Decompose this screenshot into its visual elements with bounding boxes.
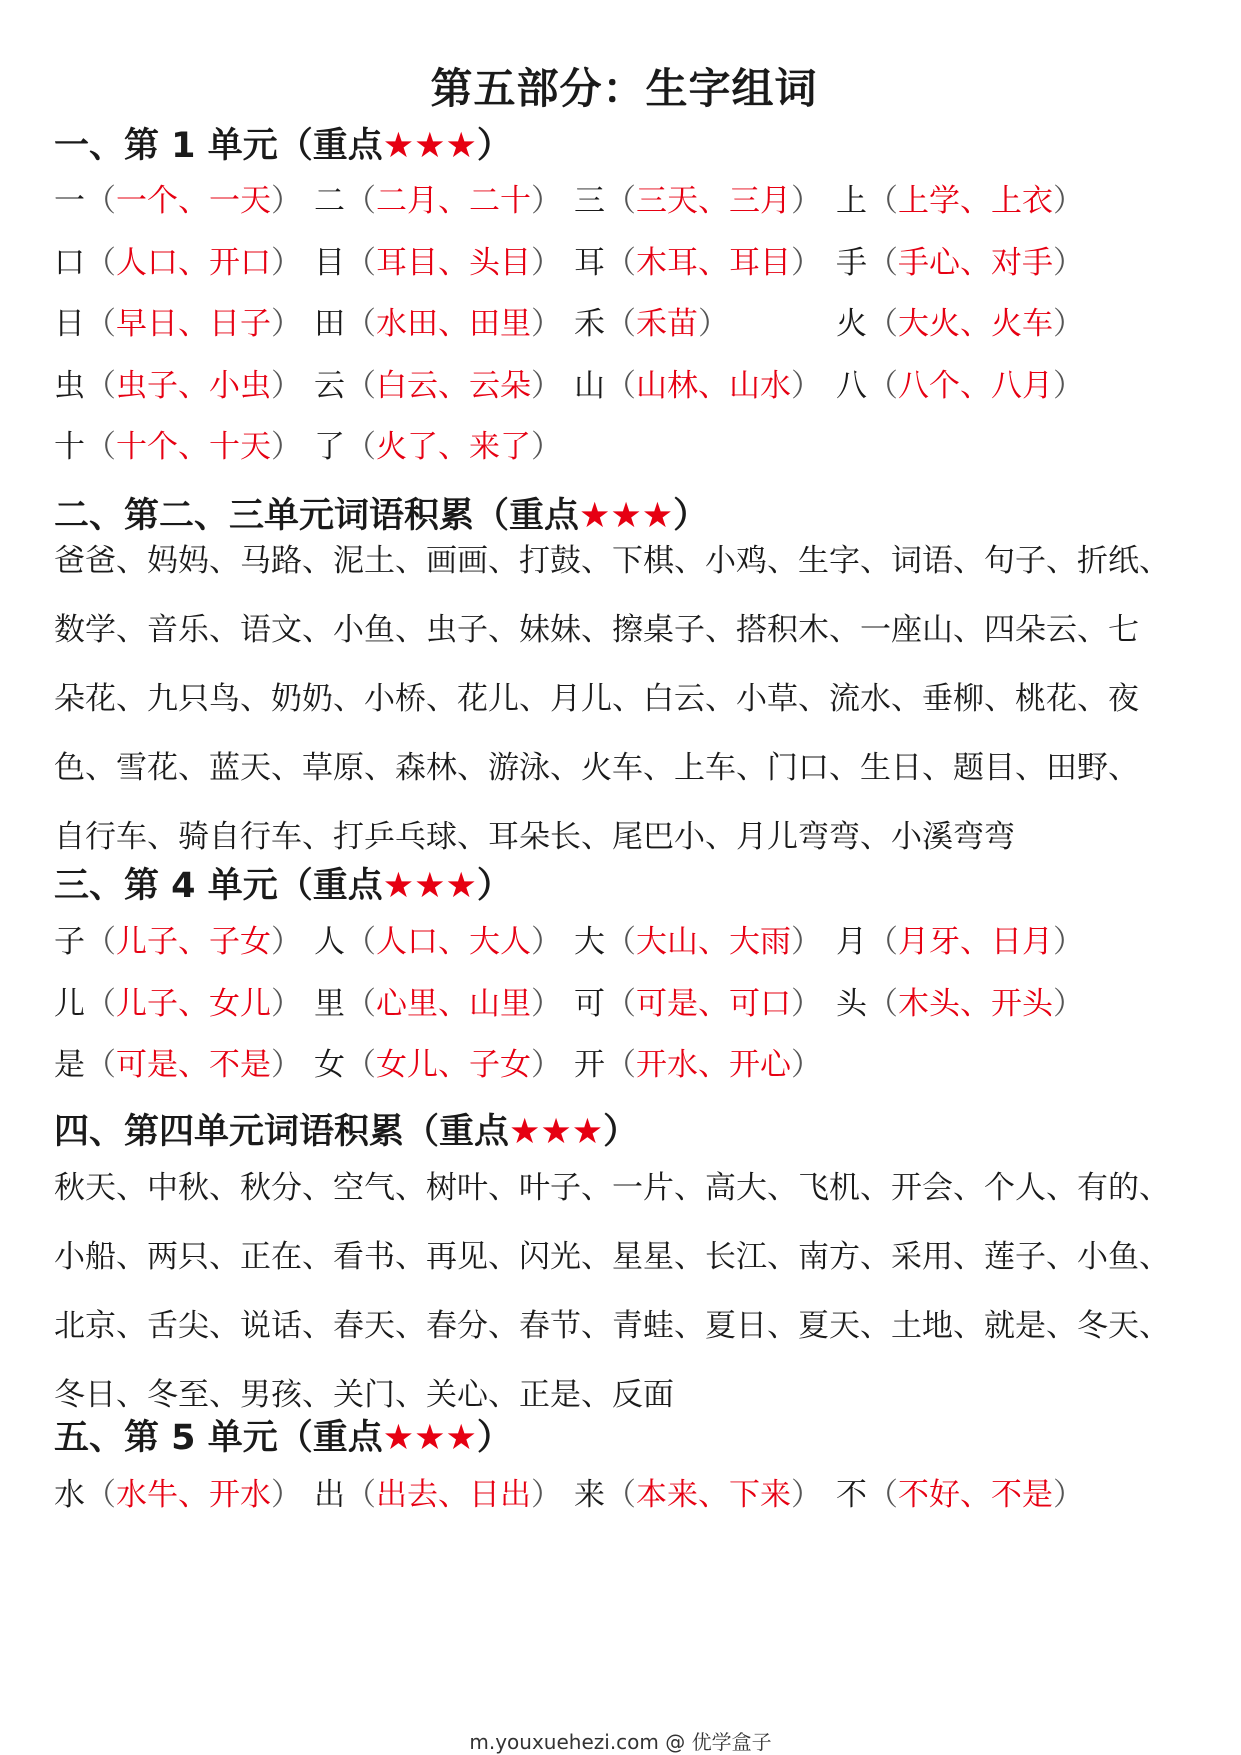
character: 二 xyxy=(314,183,345,219)
character: 手 xyxy=(836,244,867,281)
word-examples: 大火、火车 xyxy=(898,306,1053,343)
section-heading-close: ） xyxy=(476,126,512,166)
character: 上 xyxy=(836,183,867,219)
character: 儿 xyxy=(54,985,85,1022)
open-paren: （ xyxy=(345,1047,376,1084)
close-paren: ） xyxy=(531,367,562,404)
word-examples: 大山、大雨 xyxy=(636,924,791,960)
close-paren: ） xyxy=(271,1047,302,1084)
character: 禾 xyxy=(574,306,605,343)
char-word-item xyxy=(574,1470,822,1520)
word-line: 自行车、骑自行车、打乒乓球、耳朵长、尾巴小、月儿弯弯、小溪弯弯 xyxy=(54,819,1015,855)
character: 可 xyxy=(574,985,605,1022)
open-paren: （ xyxy=(345,306,376,343)
word-examples: 心里、山里 xyxy=(376,985,531,1022)
close-paren: ） xyxy=(271,985,302,1022)
char-word-item xyxy=(54,422,302,472)
open-paren: （ xyxy=(867,183,898,219)
char-word-item xyxy=(54,1040,302,1090)
close-paren: ） xyxy=(531,1477,562,1513)
open-paren: （ xyxy=(867,244,898,281)
section-heading xyxy=(54,1410,512,1460)
word-examples: 山林、山水 xyxy=(636,367,791,404)
word-examples: 开水、开心 xyxy=(636,1047,791,1084)
character: 口 xyxy=(54,244,85,281)
char-word-item xyxy=(54,1470,302,1520)
section-heading-close: ） xyxy=(603,1112,639,1152)
open-paren: （ xyxy=(867,367,898,404)
close-paren: ） xyxy=(1053,924,1084,960)
character: 开 xyxy=(574,1047,605,1084)
word-examples: 禾苗 xyxy=(636,306,698,343)
open-paren: （ xyxy=(345,429,376,466)
char-word-item xyxy=(574,176,822,226)
word-line: 冬日、冬至、男孩、关门、关心、正是、反面 xyxy=(54,1377,674,1413)
word-examples: 儿子、女儿 xyxy=(116,985,271,1022)
character: 里 xyxy=(314,985,345,1022)
word-examples: 月牙、日月 xyxy=(898,924,1053,960)
character: 头 xyxy=(836,985,867,1022)
character: 水 xyxy=(54,1477,85,1513)
character: 不 xyxy=(836,1477,867,1513)
character: 月 xyxy=(836,924,867,960)
character: 云 xyxy=(314,367,345,404)
open-paren: （ xyxy=(345,367,376,404)
character: 目 xyxy=(314,244,345,281)
char-word-item xyxy=(314,979,562,1029)
char-word-item xyxy=(574,1040,822,1090)
close-paren: ） xyxy=(271,183,302,219)
section-heading-close: ） xyxy=(476,866,512,906)
word-examples: 上学、上衣 xyxy=(898,183,1053,219)
char-word-item xyxy=(314,917,562,967)
section-heading-text: 一、第 1 单元（重点 xyxy=(54,126,383,166)
character: 火 xyxy=(836,306,867,343)
section-heading xyxy=(54,858,512,908)
word-line: 朵花、九只鸟、奶奶、小桥、花儿、月儿、白云、小草、流水、垂柳、桃花、夜 xyxy=(54,681,1139,717)
section-heading-close: ） xyxy=(476,1418,512,1458)
close-paren: ） xyxy=(271,306,302,343)
word-examples: 木头、开头 xyxy=(898,985,1053,1022)
word-line: 数学、音乐、语文、小鱼、虫子、妹妹、擦桌子、搭积木、一座山、四朵云、七 xyxy=(54,612,1139,648)
character: 女 xyxy=(314,1047,345,1084)
star-rating: ★★★ xyxy=(382,126,477,166)
close-paren: ） xyxy=(1053,1477,1084,1513)
char-word-item xyxy=(54,238,302,288)
character: 十 xyxy=(54,429,85,466)
char-word-item xyxy=(314,238,562,288)
page-title: 第五部分：生字组词 xyxy=(430,64,818,113)
char-word-item xyxy=(836,917,1084,967)
star-rating: ★★★ xyxy=(382,866,477,906)
open-paren: （ xyxy=(867,306,898,343)
char-word-item xyxy=(54,176,302,226)
open-paren: （ xyxy=(85,183,116,219)
word-examples: 本来、下来 xyxy=(636,1477,791,1513)
open-paren: （ xyxy=(605,244,636,281)
open-paren: （ xyxy=(605,924,636,960)
word-line: 色、雪花、蓝天、草原、森林、游泳、火车、上车、门口、生日、题目、田野、 xyxy=(54,750,1139,786)
close-paren: ） xyxy=(531,306,562,343)
character: 八 xyxy=(836,367,867,404)
close-paren: ） xyxy=(791,244,822,281)
char-word-item xyxy=(314,299,562,349)
character: 子 xyxy=(54,924,85,960)
open-paren: （ xyxy=(605,367,636,404)
close-paren: ） xyxy=(531,183,562,219)
open-paren: （ xyxy=(867,924,898,960)
word-examples: 水牛、开水 xyxy=(116,1477,271,1513)
char-word-item xyxy=(54,299,302,349)
word-examples: 早日、日子 xyxy=(116,306,271,343)
word-examples: 水田、田里 xyxy=(376,306,531,343)
open-paren: （ xyxy=(85,1047,116,1084)
char-word-item xyxy=(836,176,1084,226)
word-line: 北京、舌尖、说话、春天、春分、春节、青蛙、夏日、夏天、土地、就是、冬天、 xyxy=(54,1308,1170,1344)
char-word-item xyxy=(314,176,562,226)
close-paren: ） xyxy=(1053,306,1084,343)
char-word-item xyxy=(54,979,302,1029)
section-heading-close: ） xyxy=(673,496,709,536)
char-word-item xyxy=(836,1470,1084,1520)
char-word-item xyxy=(574,917,822,967)
char-word-item xyxy=(574,299,729,349)
char-word-item xyxy=(314,361,562,411)
word-examples: 三天、三月 xyxy=(636,183,791,219)
open-paren: （ xyxy=(85,429,116,466)
char-word-item xyxy=(314,422,562,472)
char-word-item xyxy=(54,917,302,967)
open-paren: （ xyxy=(605,1047,636,1084)
close-paren: ） xyxy=(271,1477,302,1513)
section-heading-text: 二、第二、三单元词语积累（重点 xyxy=(54,496,580,536)
close-paren: ） xyxy=(698,306,729,343)
section-heading-text: 四、第四单元词语积累（重点 xyxy=(54,1112,510,1152)
word-line: 小船、两只、正在、看书、再见、闪光、星星、长江、南方、采用、莲子、小鱼、 xyxy=(54,1239,1170,1275)
character: 一 xyxy=(54,183,85,219)
close-paren: ） xyxy=(1053,244,1084,281)
close-paren: ） xyxy=(531,429,562,466)
star-rating: ★★★ xyxy=(382,1418,477,1458)
section-heading-text: 三、第 4 单元（重点 xyxy=(54,866,383,906)
word-examples: 火了、来了 xyxy=(376,429,531,466)
open-paren: （ xyxy=(85,924,116,960)
word-examples: 十个、十天 xyxy=(116,429,271,466)
char-word-item xyxy=(574,979,822,1029)
open-paren: （ xyxy=(345,183,376,219)
close-paren: ） xyxy=(791,1047,822,1084)
close-paren: ） xyxy=(791,1477,822,1513)
word-examples: 一个、一天 xyxy=(116,183,271,219)
character: 出 xyxy=(314,1477,345,1513)
open-paren: （ xyxy=(867,985,898,1022)
character: 虫 xyxy=(54,367,85,404)
word-examples: 虫子、小虫 xyxy=(116,367,271,404)
close-paren: ） xyxy=(531,244,562,281)
char-word-item xyxy=(314,1470,562,1520)
char-word-item xyxy=(836,238,1084,288)
word-examples: 木耳、耳目 xyxy=(636,244,791,281)
open-paren: （ xyxy=(605,985,636,1022)
open-paren: （ xyxy=(85,985,116,1022)
word-examples: 不好、不是 xyxy=(898,1477,1053,1513)
section-heading-text: 五、第 5 单元（重点 xyxy=(54,1418,383,1458)
char-word-item xyxy=(836,299,1084,349)
open-paren: （ xyxy=(345,924,376,960)
character: 了 xyxy=(314,429,345,466)
open-paren: （ xyxy=(345,985,376,1022)
word-list xyxy=(54,1154,1204,1430)
open-paren: （ xyxy=(85,367,116,404)
close-paren: ） xyxy=(791,985,822,1022)
close-paren: ） xyxy=(271,244,302,281)
open-paren: （ xyxy=(85,244,116,281)
character: 耳 xyxy=(574,244,605,281)
word-examples: 白云、云朵 xyxy=(376,367,531,404)
word-examples: 儿子、子女 xyxy=(116,924,271,960)
open-paren: （ xyxy=(85,306,116,343)
section-heading xyxy=(54,118,512,168)
footer-watermark: m.youxuehezi.com @ 优学盒子 xyxy=(469,1730,772,1754)
close-paren: ） xyxy=(791,367,822,404)
close-paren: ） xyxy=(531,985,562,1022)
close-paren: ） xyxy=(791,183,822,219)
close-paren: ） xyxy=(1053,367,1084,404)
word-examples: 耳目、头目 xyxy=(376,244,531,281)
character: 是 xyxy=(54,1047,85,1084)
word-examples: 手心、对手 xyxy=(898,244,1053,281)
word-list xyxy=(54,527,1204,872)
character: 大 xyxy=(574,924,605,960)
star-rating: ★★★ xyxy=(579,496,674,536)
word-examples: 二月、二十 xyxy=(376,183,531,219)
char-word-item xyxy=(54,361,302,411)
character: 三 xyxy=(574,183,605,219)
character: 田 xyxy=(314,306,345,343)
character: 山 xyxy=(574,367,605,404)
open-paren: （ xyxy=(345,1477,376,1513)
word-line: 爸爸、妈妈、马路、泥土、画画、打鼓、下棋、小鸡、生字、词语、句子、折纸、 xyxy=(54,543,1170,579)
char-word-item xyxy=(836,361,1084,411)
section-heading xyxy=(54,1104,638,1154)
word-examples: 人口、大人 xyxy=(376,924,531,960)
char-word-item xyxy=(574,238,822,288)
open-paren: （ xyxy=(85,1477,116,1513)
char-word-item xyxy=(836,979,1084,1029)
character: 人 xyxy=(314,924,345,960)
close-paren: ） xyxy=(791,924,822,960)
word-examples: 可是、不是 xyxy=(116,1047,271,1084)
close-paren: ） xyxy=(531,1047,562,1084)
word-examples: 人口、开口 xyxy=(116,244,271,281)
word-line: 秋天、中秋、秋分、空气、树叶、叶子、一片、高大、飞机、开会、个人、有的、 xyxy=(54,1170,1170,1206)
word-examples: 出去、日出 xyxy=(376,1477,531,1513)
close-paren: ） xyxy=(271,367,302,404)
char-word-item xyxy=(314,1040,562,1090)
close-paren: ） xyxy=(271,924,302,960)
close-paren: ） xyxy=(531,924,562,960)
close-paren: ） xyxy=(271,429,302,466)
char-word-item xyxy=(574,361,822,411)
word-examples: 八个、八月 xyxy=(898,367,1053,404)
open-paren: （ xyxy=(605,183,636,219)
character: 日 xyxy=(54,306,85,343)
open-paren: （ xyxy=(605,306,636,343)
character: 来 xyxy=(574,1477,605,1513)
open-paren: （ xyxy=(867,1477,898,1513)
open-paren: （ xyxy=(605,1477,636,1513)
close-paren: ） xyxy=(1053,985,1084,1022)
close-paren: ） xyxy=(1053,183,1084,219)
word-examples: 女儿、子女 xyxy=(376,1047,531,1084)
star-rating: ★★★ xyxy=(509,1112,604,1152)
open-paren: （ xyxy=(345,244,376,281)
word-examples: 可是、可口 xyxy=(636,985,791,1022)
